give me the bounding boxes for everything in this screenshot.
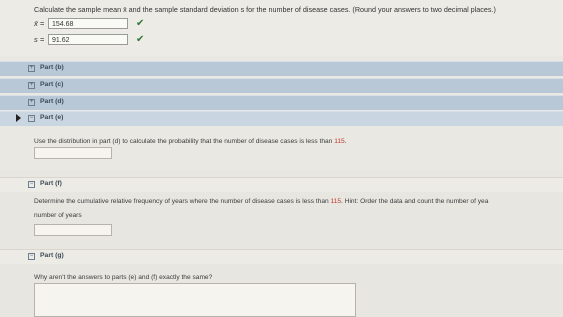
- part-f-answer-field[interactable]: [34, 224, 112, 236]
- plus-square-icon[interactable]: +: [29, 99, 34, 105]
- part-e-bar[interactable]: [0, 111, 563, 126]
- highlight-value: 115: [334, 138, 345, 145]
- sd-row: [34, 34, 144, 45]
- part-g-label: Part (g): [40, 252, 64, 259]
- part-c-bar[interactable]: [0, 78, 563, 93]
- part-d-label: Part (d): [40, 98, 64, 105]
- plus-square-icon[interactable]: +: [29, 82, 34, 88]
- question-area: [0, 0, 563, 56]
- mean-label: x̄ =: [34, 19, 45, 28]
- checkmark-icon: ✔: [136, 18, 145, 29]
- highlight-value: 115: [330, 198, 342, 205]
- part-f-prompt-line2: number of years: [34, 212, 82, 219]
- part-g-answer-textarea[interactable]: [34, 283, 356, 317]
- part-b-label: Part (b): [40, 64, 64, 71]
- sd-label: s =: [34, 35, 45, 44]
- part-g-bar[interactable]: [0, 249, 563, 264]
- sd-answer-field[interactable]: 91.62: [48, 34, 128, 45]
- minus-square-icon[interactable]: −: [29, 181, 34, 187]
- part-e-answer-field[interactable]: [34, 147, 112, 159]
- minus-square-icon[interactable]: −: [29, 253, 34, 259]
- question-text: Calculate the sample mean x̄ and the sample standard deviation s for the number of disease cases. (Round your answers to two decimal places.): [34, 5, 496, 14]
- part-d-bar[interactable]: [0, 95, 563, 110]
- part-g-prompt: Why aren't the answers to parts (e) and (f) exactly the same?: [34, 274, 213, 281]
- part-f-prompt-line1: Determine the cumulative relative frequency of years where the number of disease cases is less than 115. Hint: Order the data and count the number of yea: [34, 198, 489, 205]
- mean-answer-field[interactable]: 154.68: [48, 18, 128, 29]
- part-e-prompt: Use the distribution in part (d) to calculate the probability that the number of disease cases is less than 115.: [34, 138, 347, 145]
- part-c-label: Part (c): [40, 81, 64, 88]
- part-f-label: Part (f): [40, 180, 62, 187]
- part-e-label: Part (e): [40, 114, 64, 121]
- minus-square-icon[interactable]: −: [29, 115, 34, 121]
- triangle-pointer-icon: [16, 114, 21, 122]
- mean-row: [34, 18, 144, 29]
- part-b-bar[interactable]: [0, 61, 563, 76]
- part-f-bar[interactable]: [0, 177, 563, 192]
- plus-square-icon[interactable]: +: [29, 65, 34, 71]
- checkmark-icon: ✔: [136, 34, 145, 45]
